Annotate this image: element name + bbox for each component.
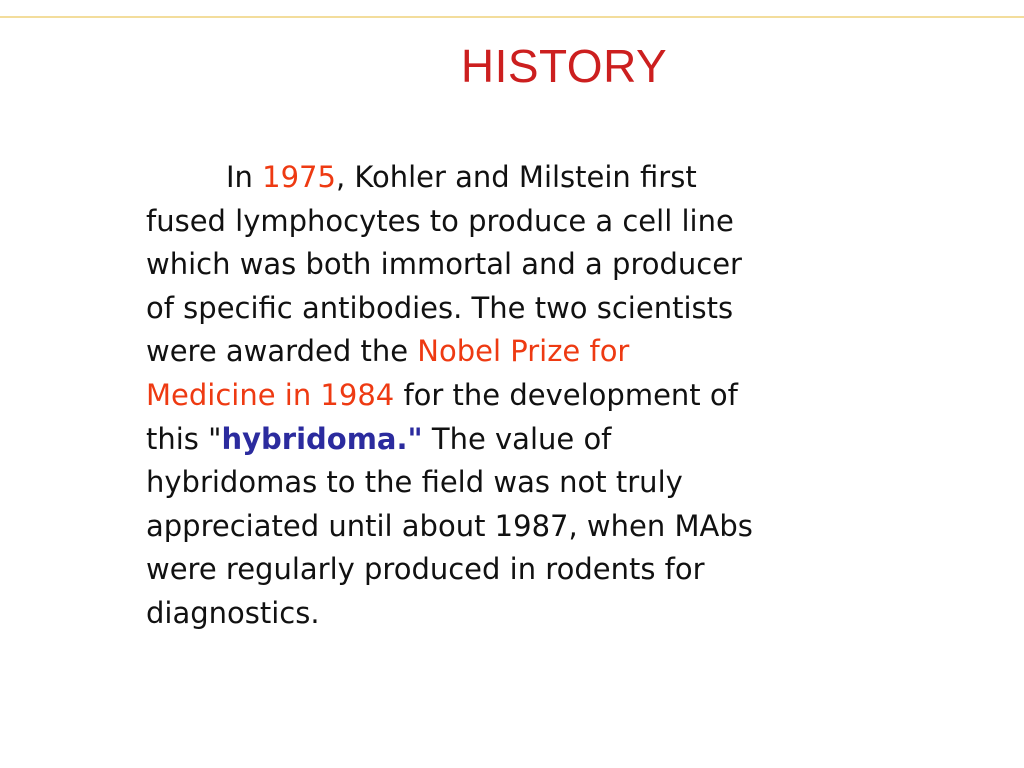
paragraph-line-2: fused lymphocytes to produce a cell line — [146, 203, 734, 238]
paragraph-line-7 — [146, 418, 856, 462]
paragraph-line-11: diagnostics. — [146, 595, 320, 630]
history-paragraph — [146, 156, 856, 636]
highlight-year-1975: 1975 — [262, 160, 336, 194]
paragraph-line-3: which was both immortal and a producer — [146, 247, 742, 282]
paragraph-line-6 — [146, 374, 856, 418]
line-7-intro: this " — [146, 421, 222, 456]
term-hybridoma: hybridoma." — [221, 421, 423, 456]
line-1-intro: In — [226, 160, 263, 194]
paragraph-line-10: were regularly produced in rodents for — [146, 552, 705, 587]
paragraph-line-8: hybridomas to the field was not truly — [146, 465, 683, 500]
line-6-rest: for the development of — [394, 377, 738, 412]
paragraph-line-4: of specific antibodies. The two scientists — [146, 290, 734, 325]
line-5-intro: were awarded the — [146, 334, 418, 369]
slide-title: HISTORY — [460, 40, 668, 92]
highlight-medicine-1984: Medicine in 1984 — [146, 377, 395, 412]
line-7-rest: The value of — [422, 421, 612, 456]
line-1-rest: , Kohler and Milstein first — [335, 160, 697, 194]
paragraph-line-9: appreciated until about 1987, when MAbs — [146, 508, 753, 543]
highlight-nobel-prize: Nobel Prize for — [417, 334, 630, 369]
top-rule — [0, 16, 1024, 18]
paragraph-line-5 — [146, 330, 856, 374]
paragraph-line-1 — [146, 156, 856, 200]
